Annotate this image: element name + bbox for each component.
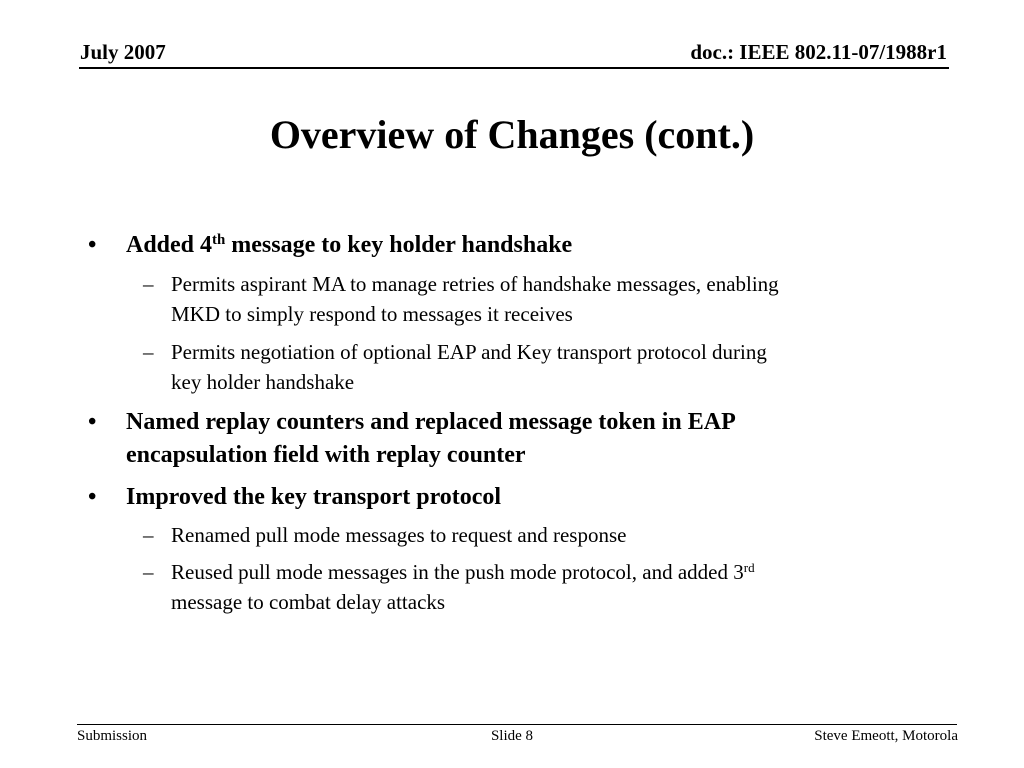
- sub-bullet-text: Reused pull mode messages in the push mode protocol, and added 3rd message to combat delay attacks: [171, 559, 755, 614]
- bullet-text: Named replay counters and replaced message token in EAP encapsulation field with replay counter: [126, 409, 736, 468]
- dash-marker: –: [143, 340, 154, 364]
- footer-author: Steve Emeott, Motorola: [814, 728, 958, 744]
- bullet-text: Improved the key transport protocol: [126, 484, 502, 510]
- sub-bullet-text: Permits aspirant MA to manage retries of handshake messages, enabling MKD to simply respond to messages it receives: [171, 272, 779, 326]
- sub-bullet-text: Permits negotiation of optional EAP and Key transport protocol during key holder handshake: [171, 340, 767, 394]
- footer-slide-number: Slide 8: [490, 728, 534, 744]
- bullet-marker: •: [88, 409, 97, 435]
- header-divider: [79, 67, 949, 69]
- dash-marker: –: [143, 560, 154, 584]
- dash-marker: –: [143, 523, 154, 547]
- footer-submission: Submission: [77, 728, 148, 744]
- bullet-marker: •: [88, 484, 97, 510]
- slide-title: Overview of Changes (cont.): [269, 112, 755, 157]
- header-date: July 2007: [80, 40, 166, 64]
- footer-divider: [77, 724, 957, 725]
- header-doc-id: doc.: IEEE 802.11-07/1988r1: [690, 40, 947, 64]
- sub-bullet-text: Renamed pull mode messages to request and response: [171, 523, 627, 547]
- dash-marker: –: [143, 272, 154, 296]
- bullet-text: Added 4th message to key holder handshake: [126, 231, 573, 258]
- bullet-marker: •: [88, 232, 97, 258]
